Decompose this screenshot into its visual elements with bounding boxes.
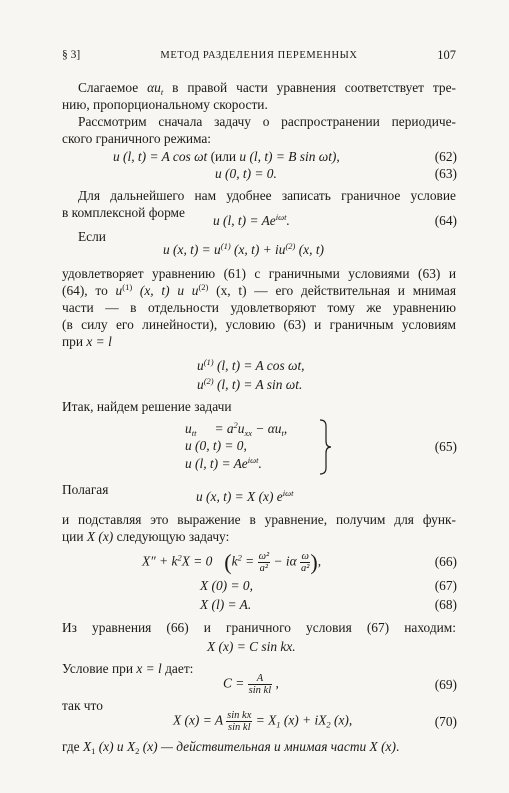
word-esli: Если	[78, 229, 106, 244]
equation-number-66: (66)	[434, 554, 457, 569]
equation-64: u (l, $t) = Ae^{i\omega t}$.	[213, 212, 290, 228]
para2-line1: Рассмотрим сначала задачу о распространении периодиче-	[78, 114, 456, 129]
para5-line1: и подставляя это выражение в уравнение, получим для функ-	[62, 512, 456, 527]
equation-u1: $u^{(1)}$ (l, t) = A cos ωt,	[197, 357, 305, 373]
running-header	[62, 47, 456, 65]
para4-line2: (64), то $u^{(1)}$ (x, t) и $u^{(2)}$ (x, t) — его действительная и мнимая	[62, 282, 456, 298]
equation-62: u (l, t) = A cos ωt (или u (l, t) = B sin ωt),	[113, 149, 340, 164]
equation-68: X (l) = A.	[200, 597, 252, 612]
para4-line1: удовлетворяет уравнению (61) с граничными условиями (63) и	[62, 266, 456, 281]
tak-line: так что	[62, 698, 103, 713]
section-number: § 3]	[62, 49, 81, 61]
system-brace	[318, 418, 332, 476]
equation-solution: X (x) = C sin kx.	[207, 639, 296, 654]
equation-63: u (0, t) = 0.	[215, 166, 277, 181]
equation-65-row2: u (0, t) = 0,	[185, 438, 247, 453]
para1-line2: нию, пропорциональному скорости.	[62, 97, 268, 112]
equation-69: C = $\frac{A}{\text{sin kl}}$ ,	[223, 673, 279, 696]
para3-line2: в комплексной форме	[62, 205, 185, 220]
equation-66: $X'' + k^2X = 0$ ($k^2$ = $\frac{\text{ω²}}{\text{a²}}$ − iα $\frac{\omega}{\text{a²}}$ ),	[142, 549, 322, 575]
equation-separation: u (x, t) = X (x) $e^{i\omega t}$	[196, 488, 294, 504]
para4-line4: (в силу его линейности), условию (63) и граничным условиям	[62, 317, 456, 332]
equation-number-67: (67)	[434, 578, 457, 593]
para2-line2: ского граничного режима:	[62, 131, 212, 146]
equation-number-62: (62)	[434, 149, 457, 164]
polagaya-line: Полагая	[62, 482, 109, 497]
page-number: 107	[437, 48, 456, 62]
para1-line1: Слагаемое $\alpha u_t$ в правой части уравнения соответствует тре-	[78, 80, 456, 97]
para4-line5: при x = l	[62, 334, 112, 349]
equation-number-68: (68)	[434, 597, 457, 612]
para6-line: Из уравнения (66) и граничного условия (67) находим:	[62, 620, 456, 635]
equation-65-row1: $u_{tt} = a^2u_{xx} - \alpha u_t$,	[185, 420, 288, 438]
equation-decomposition: u (x, $t) = u^{(1)}$ (x, $t) + iu^{(2)}$ (x, t)	[163, 241, 325, 257]
equation-70: X (x) = A $\frac{\text{sin kx}}{\text{sin kl}}$ = $X_1$ $(x) + iX_2$ (x),	[173, 710, 353, 733]
equation-number-70: (70)	[434, 714, 457, 729]
equation-u2: $u^{(2)}$ (l, t) = A sin ωt.	[197, 376, 303, 392]
equation-number-64: (64)	[434, 213, 457, 228]
last-line: где $X_1$ (x) и $X_2$ (x) — действительная и мнимая части X (x).	[62, 739, 400, 756]
para4-line3: части — в отдельности удовлетворяют тому же уравнению	[62, 300, 456, 315]
running-title: МЕТОД РАЗДЕЛЕНИЯ ПЕРЕМЕННЫХ	[160, 50, 358, 61]
equation-number-65: (65)	[434, 439, 457, 454]
uslovie-line: Условие при x = l дает:	[62, 661, 194, 676]
para3-line1: Для дальнейшего нам удобнее записать граничное условие	[78, 188, 456, 203]
itak-line: Итак, найдем решение задачи	[62, 399, 232, 414]
equation-67: X (0) = 0,	[200, 578, 253, 593]
equation-number-63: (63)	[434, 166, 457, 181]
para5-line2: ции X (x) следующую задачу:	[62, 529, 230, 544]
equation-65-row3: u (l, $t) = Ae^{i\omega t}$.	[185, 455, 262, 471]
equation-number-69: (69)	[434, 677, 457, 692]
